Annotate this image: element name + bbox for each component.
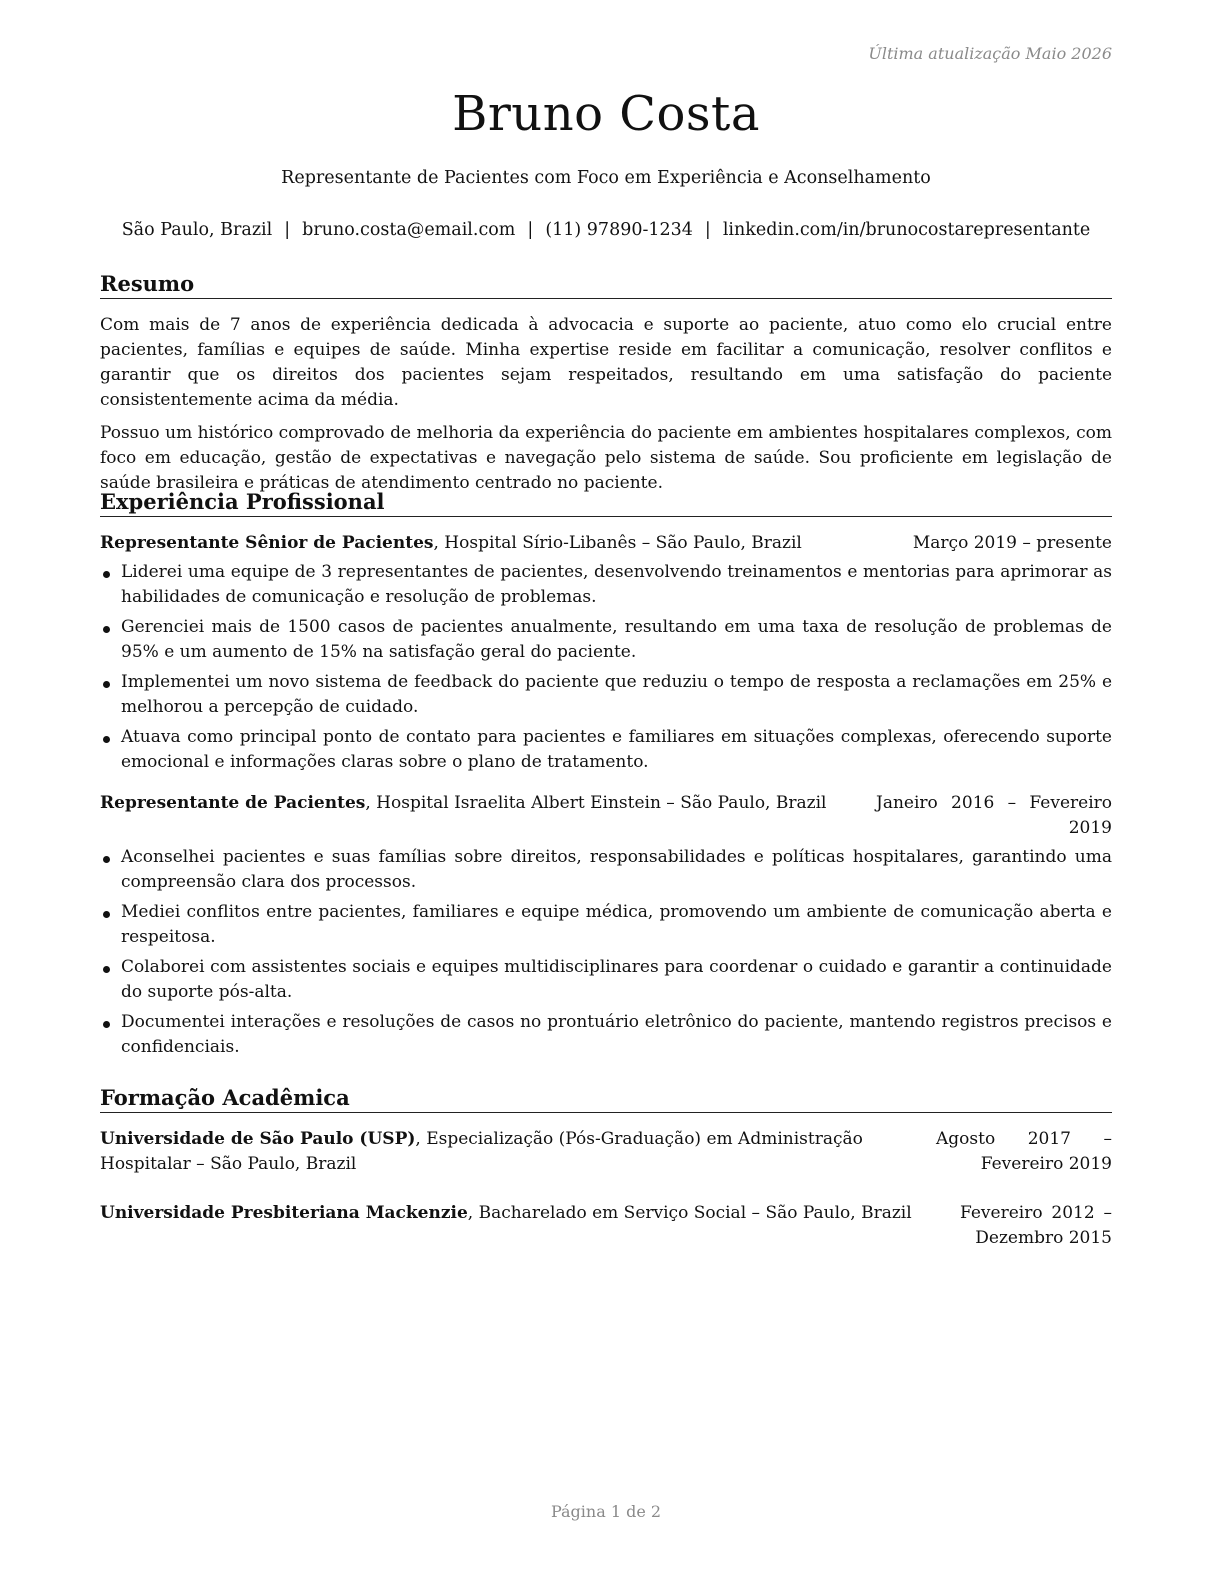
job-dates: Janeiro 2016 – Fevereiro 2019 — [876, 793, 1112, 838]
bullet-icon — [103, 571, 110, 578]
contact-location: São Paulo, Brazil — [121, 220, 273, 240]
section-title-experience: Experiência Profissional — [100, 489, 1112, 517]
summary-section — [100, 271, 1112, 496]
candidate-name: Bruno Costa — [452, 86, 760, 142]
bullet-icon — [103, 966, 110, 973]
list-item: Implementei um novo sistema de feedback do paciente que reduziu o tempo de resposta a reclamações em 25% e melhorou a percepção de cuidado. — [100, 670, 1112, 720]
education-school: Universidade Presbiteriana Mackenzie — [100, 1203, 468, 1223]
education-entry — [100, 1201, 1112, 1251]
education-detail: , Especialização (Pós-Graduação) em Administração Hospitalar – São Paulo, Brazil — [100, 1129, 863, 1174]
bullet-icon — [103, 736, 110, 743]
job-role: Representante Sênior de Pacientes — [100, 533, 434, 553]
list-item: Colaborei com assistentes sociais e equipes multidisciplinares para coordenar o cuidado e garantir a continuidade do suporte pós-alta. — [100, 955, 1112, 1005]
list-item: Atuava como principal ponto de contato para pacientes e familiares em situações complexas, oferecendo suporte emocional e informações claras sobre o plano de tratamento. — [100, 725, 1112, 775]
page-indicator: Página 1 de 2 — [550, 1502, 662, 1521]
education-detail: , Bacharelado em Serviço Social – São Paulo, Brazil — [467, 1203, 912, 1223]
education-entry — [100, 1127, 1112, 1177]
contact-line — [100, 220, 1112, 240]
experience-section — [100, 489, 1112, 1065]
summary-paragraph: Com mais de 7 anos de experiência dedicada à advocacia e suporte ao paciente, atuo como elo crucial entre pacientes, famílias e equipes de saúde. Minha expertise reside em facilitar a comunicação, resolver conflitos e garantir que os direitos dos pacientes sejam respeitados, resultando em uma satisfação do paciente consistentemente acima da média. — [100, 315, 1112, 410]
job-entry — [100, 791, 1112, 1060]
education-section — [100, 1085, 1112, 1251]
job-header — [100, 791, 1112, 841]
bullet-icon — [103, 911, 110, 918]
contact-separator: | — [527, 220, 534, 240]
job-organization: , Hospital Israelita Albert Einstein – São Paulo, Brazil — [365, 793, 827, 813]
job-bullets — [100, 560, 1112, 775]
education-school: Universidade de São Paulo (USP) — [100, 1129, 416, 1149]
contact-separator: | — [704, 220, 711, 240]
section-title-summary: Resumo — [100, 271, 1112, 299]
resume-page — [100, 0, 1112, 1584]
education-dates: Agosto 2017 – Fevereiro 2019 — [936, 1129, 1112, 1174]
job-bullets — [100, 845, 1112, 1060]
job-organization: , Hospital Sírio-Libanês – São Paulo, Brazil — [433, 533, 802, 553]
job-dates: Março 2019 – presente — [912, 533, 1112, 553]
list-item: Documentei interações e resoluções de casos no prontuário eletrônico do paciente, mantendo registros precisos e confidenciais. — [100, 1010, 1112, 1060]
last-updated-note: Última atualização Maio 2026 — [868, 44, 1112, 63]
candidate-tagline: Representante de Pacientes com Foco em Experiência e Aconselhamento — [281, 168, 931, 188]
list-item: Gerenciei mais de 1500 casos de pacientes anualmente, resultando em uma taxa de resolução de problemas de 95% e um aumento de 15% na satisfação geral do paciente. — [100, 615, 1112, 665]
job-header — [100, 531, 1112, 556]
summary-paragraph: Possuo um histórico comprovado de melhoria da experiência do paciente em ambientes hospitalares complexos, com foco em educação, gestão de expectativas e navegação pelo sistema de saúde. Sou proficiente em legislação de saúde brasileira e práticas de atendimento centrado no paciente. — [100, 423, 1112, 493]
contact-email[interactable]: bruno.costa@email.com — [302, 220, 516, 240]
list-item: Liderei uma equipe de 3 representantes de pacientes, desenvolvendo treinamentos e mentorias para aprimorar as habilidades de comunicação e resolução de problemas. — [100, 560, 1112, 610]
bullet-icon — [103, 1021, 110, 1028]
job-entry — [100, 531, 1112, 775]
list-item: Aconselhei pacientes e suas famílias sobre direitos, responsabilidades e políticas hospitalares, garantindo uma compreensão clara dos processos. — [100, 845, 1112, 895]
education-dates: Fevereiro 2012 – Dezembro 2015 — [960, 1203, 1112, 1248]
contact-linkedin[interactable]: linkedin.com/in/brunocostarepresentante — [722, 220, 1091, 240]
bullet-icon — [103, 681, 110, 688]
bullet-icon — [103, 626, 110, 633]
contact-phone: (11) 97890-1234 — [545, 220, 693, 240]
contact-separator: | — [284, 220, 291, 240]
list-item: Mediei conflitos entre pacientes, familiares e equipe médica, promovendo um ambiente de comunicação aberta e respeitosa. — [100, 900, 1112, 950]
section-title-education: Formação Acadêmica — [100, 1085, 1112, 1113]
job-role: Representante de Pacientes — [100, 793, 366, 813]
bullet-icon — [103, 856, 110, 863]
